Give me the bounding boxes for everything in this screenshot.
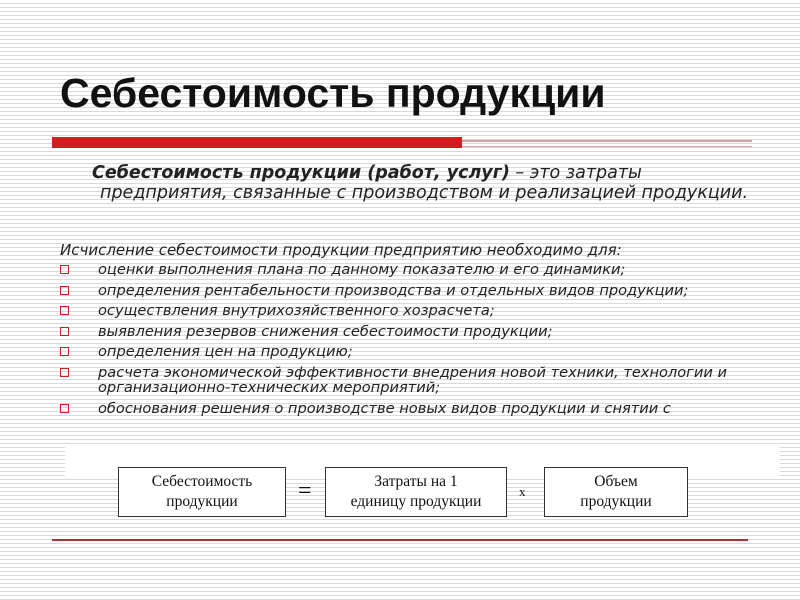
definition-term: Себестоимость продукции (работ, услуг) xyxy=(92,163,510,183)
list-item xyxy=(60,324,760,340)
square-bullet-icon xyxy=(60,327,69,336)
title-underline-thin-2 xyxy=(462,146,752,147)
list-item xyxy=(60,303,760,319)
list-item-text: определения цен на продукцию; xyxy=(98,343,353,360)
list-item-text: осуществления внутрихозяйственного хозрасчета; xyxy=(98,302,495,319)
formula-box-volume xyxy=(544,467,688,517)
definition-paragraph xyxy=(92,163,752,203)
list-item-text: оценки выполнения плана по данному показателю и его динамики; xyxy=(98,261,626,278)
square-bullet-icon xyxy=(60,306,69,315)
square-bullet-icon xyxy=(60,347,69,356)
formula-box-cost-line1: Себестоимость xyxy=(151,473,253,490)
slide-title: Себестоимость продукции xyxy=(60,70,606,116)
bottom-rule xyxy=(52,539,748,541)
list-item-text: расчета экономической эффективности внедрения новой техники, технологии и организационно-технических мероприятий; xyxy=(98,363,727,396)
formula-box-volume-line2: продукции xyxy=(580,493,652,510)
list-item xyxy=(60,365,760,396)
definition-rest: – это затраты xyxy=(509,163,642,183)
list-item xyxy=(60,401,760,417)
multiply-sign: x xyxy=(519,484,526,499)
list-item xyxy=(60,262,760,278)
square-bullet-icon xyxy=(60,265,69,274)
formula-box-cost-line2: продукции xyxy=(166,493,238,510)
purpose-list xyxy=(60,262,760,421)
list-item-text: выявления резервов снижения себестоимости продукции; xyxy=(98,322,553,340)
intro-text: Исчисление себестоимости продукции предприятию необходимо для: xyxy=(60,241,622,259)
formula-box-unit-cost-line1: Затраты на 1 xyxy=(374,473,458,490)
square-bullet-icon xyxy=(60,286,69,295)
formula-box-volume-line1: Объем xyxy=(594,473,638,490)
formula-box-unit-cost xyxy=(325,467,507,517)
square-bullet-icon xyxy=(60,404,69,413)
list-item xyxy=(60,283,760,299)
title-underline-red xyxy=(52,137,462,148)
list-item xyxy=(60,344,760,360)
formula-box-unit-cost-line2: единицу продукции xyxy=(350,493,482,510)
title-underline-thin xyxy=(462,140,752,142)
list-item-text: обоснования решения о производстве новых видов продукции и снятии с xyxy=(98,399,671,417)
square-bullet-icon xyxy=(60,368,69,377)
equals-sign: = xyxy=(298,478,312,504)
formula-box-cost xyxy=(118,467,286,517)
list-item-text: определения рентабельности производства и отдельных видов продукции; xyxy=(98,281,689,299)
definition-continuation: предприятия, связанные с производством и реализацией продукции. xyxy=(100,183,749,203)
